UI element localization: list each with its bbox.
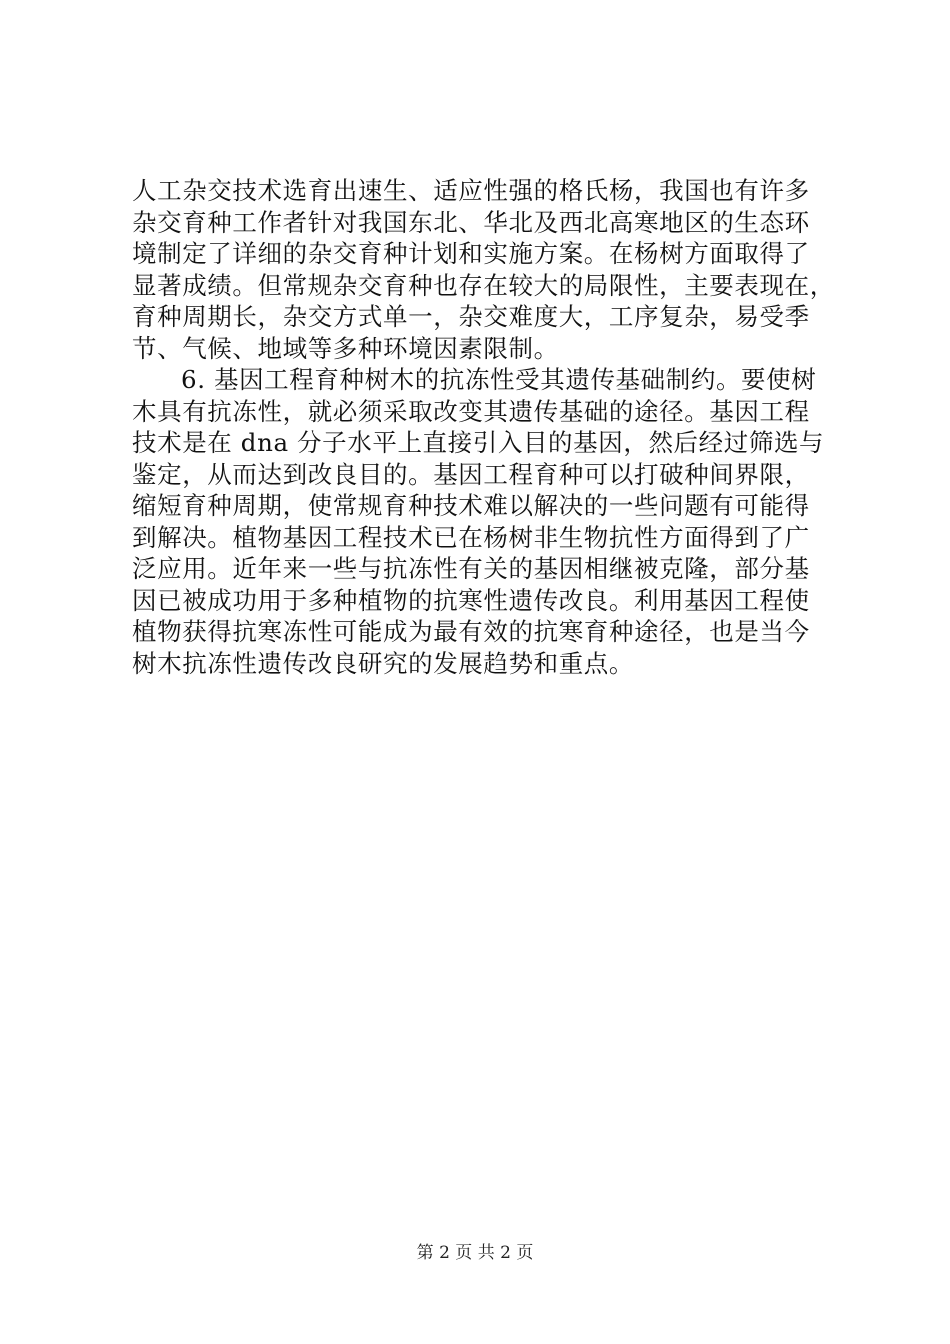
paragraph-2-line: 技术是在 dna 分子水平上直接引入目的基因，然后经过筛选与 — [132, 428, 825, 457]
paragraph-1-line: 境制定了详细的杂交育种计划和实施方案。在杨树方面取得了 — [132, 239, 810, 268]
paragraph-2-line: 缩短育种周期，使常规育种技术难以解决的一些问题有可能得 — [132, 491, 810, 520]
page-number-footer: 第 2 页 共 2 页 — [416, 1243, 534, 1263]
paragraph-2-line: 植物获得抗寒冻性可能成为最有效的抗寒育种途径，也是当今 — [132, 617, 810, 646]
paragraph-2-line: 到解决。植物基因工程技术已在杨树非生物抗性方面得到了广 — [132, 522, 810, 552]
document-body — [132, 175, 835, 679]
paragraph-2-line: 因已被成功用于多种植物的抗寒性遗传改良。利用基因工程使 — [132, 585, 810, 615]
paragraph-1-line: 育种周期长，杂交方式单一，杂交难度大，工序复杂，易受季 — [132, 302, 810, 331]
paragraph-2-line: 鉴定，从而达到改良目的。基因工程育种可以打破种间界限， — [132, 459, 810, 489]
paragraph-2-line: 6. 基因工程育种树木的抗冻性受其遗传基础制约。要使树 — [181, 365, 817, 394]
paragraph-1-line: 节、气候、地域等多种环境因素限制。 — [132, 333, 559, 363]
paragraph-1-line: 杂交育种工作者针对我国东北、华北及西北高寒地区的生态环 — [132, 207, 810, 237]
paragraph-1-line: 显著成绩。但常规杂交育种也存在较大的局限性，主要表现在， — [132, 270, 835, 300]
paragraph-2-line: 泛应用。近年来一些与抗冻性有关的基因相继被克隆，部分基 — [132, 554, 810, 583]
paragraph-1-line: 人工杂交技术选育出速生、适应性强的格氏杨，我国也有许多 — [132, 176, 810, 205]
paragraph-2-line: 树木抗冻性遗传改良研究的发展趋势和重点。 — [132, 648, 634, 678]
paragraph-2-line: 木具有抗冻性，就必须采取改变其遗传基础的途径。基因工程 — [132, 396, 810, 426]
